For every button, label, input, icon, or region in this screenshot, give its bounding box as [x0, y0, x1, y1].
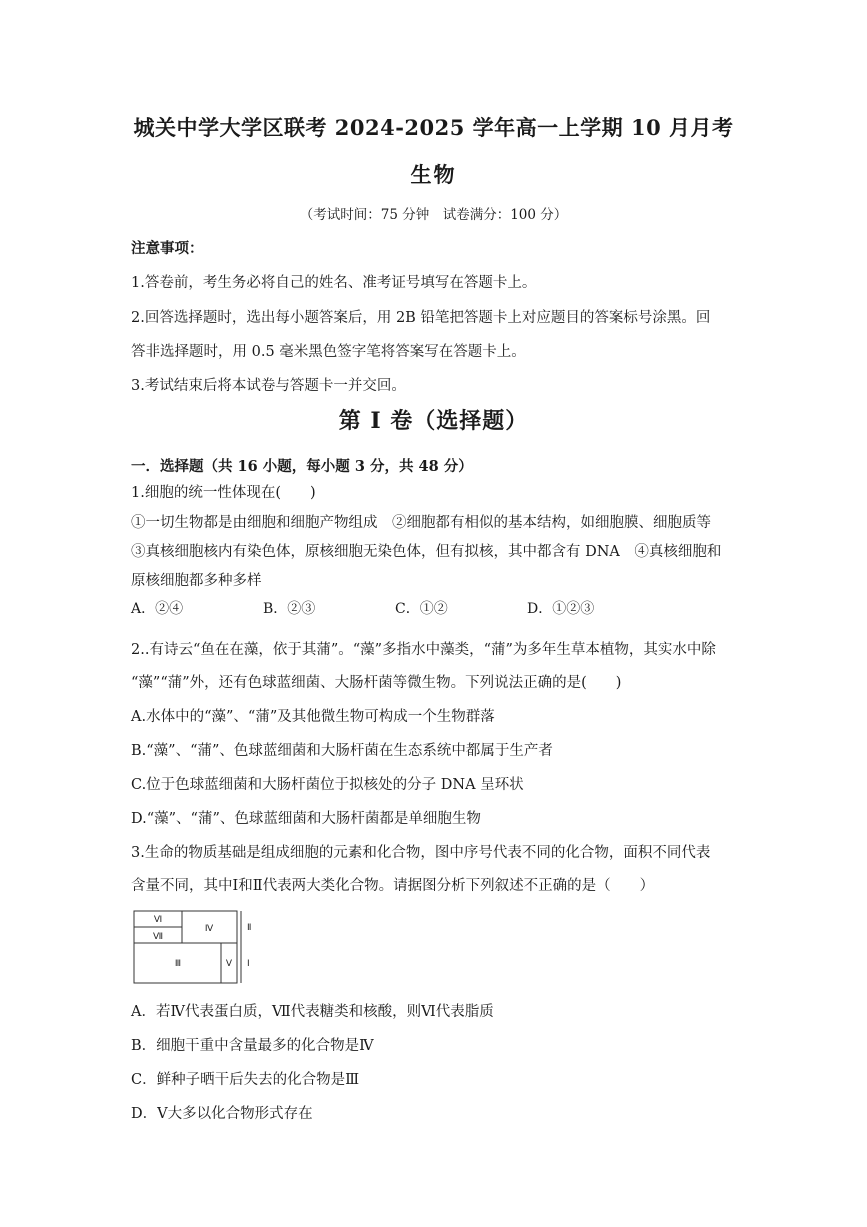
q3-option-a: A．若Ⅳ代表蛋白质，Ⅶ代表糖类和核酸，则Ⅵ代表脂质	[131, 1004, 494, 1020]
exam-title: 城关中学大学区联考 2024-2025 学年高一上学期 10 月月考	[133, 115, 734, 140]
exam-subject: 生物	[410, 162, 457, 187]
diagram-label-ii: Ⅱ	[247, 922, 252, 932]
q1-option-c: C．①②	[395, 601, 448, 617]
q2-stem-1: 2..有诗云“鱼在在藻，依于其蒲”。“藻”多指水中藻类，“蒲”为多年生草本植物，其实水中除	[131, 642, 716, 658]
notice-heading: 注意事项：	[131, 240, 204, 257]
diagram-label-v: Ⅴ	[225, 958, 233, 968]
diagram-label-i: Ⅰ	[247, 958, 250, 968]
q1-option-a: A．②④	[131, 601, 184, 617]
diagram-label-vii: Ⅶ	[152, 931, 164, 941]
q3-option-d: D．Ⅴ大多以化合物形式存在	[131, 1106, 313, 1122]
notice-item-1: 1.答卷前，考生务必将自己的姓名、准考证号填写在答题卡上。	[131, 275, 537, 291]
diagram-label-iv: Ⅳ	[204, 923, 214, 933]
q1-option-b: B．②③	[263, 601, 316, 617]
notice-item-2-line-2: 答非选择题时，用 0.5 毫米黑色签字笔将答案写在答题卡上。	[131, 344, 526, 360]
q1-line-3: 原核细胞都多种多样	[131, 573, 262, 589]
notice-item-2-line-1: 2.回答选择题时，选出每小题答案后，用 2B 铅笔把答题卡上对应题目的答案标号涂黑。回	[131, 310, 711, 326]
compound-area-diagram	[131, 908, 271, 986]
diagram-outer-box	[134, 911, 237, 983]
exam-info: （考试时间：75 分钟 试卷满分：100 分）	[299, 207, 568, 223]
diagram-label-iii: Ⅲ	[174, 958, 182, 968]
q3-stem-2: 含量不同，其中Ⅰ和Ⅱ代表两大类化合物。请据图分析下列叙述不正确的是（ ）	[131, 878, 655, 894]
diagram-label-vi: Ⅵ	[153, 914, 163, 924]
q2-option-b: B.“藻”、“蒲”、色球蓝细菌和大肠杆菌在生态系统中都属于生产者	[131, 743, 553, 759]
q1-line-2: ③真核细胞核内有染色体，原核细胞无染色体，但有拟核，其中都含有 DNA ④真核细胞和	[131, 544, 722, 560]
q2-stem-2: “藻”“蒲”外，还有色球蓝细菌、大肠杆菌等微生物。下列说法正确的是( )	[131, 675, 622, 691]
part-heading: 一．选择题（共 16 小题，每小题 3 分，共 48 分）	[131, 458, 473, 475]
q2-option-c: C.位于色球蓝细菌和大肠杆菌位于拟核处的分子 DNA 呈环状	[131, 777, 524, 793]
notice-item-3: 3.考试结束后将本试卷与答题卡一并交回。	[131, 378, 406, 394]
section-title: 第 I 卷（选择题）	[338, 408, 529, 434]
q3-option-b: B．细胞干重中含量最多的化合物是Ⅳ	[131, 1038, 374, 1054]
q1-options	[131, 598, 659, 618]
q3-option-c: C．鲜种子晒干后失去的化合物是Ⅲ	[131, 1072, 360, 1088]
q1-line-1: ①一切生物都是由细胞和细胞产物组成 ②细胞都有相似的基本结构，如细胞膜、细胞质等	[131, 515, 711, 531]
q3-stem-1: 3.生命的物质基础是组成细胞的元素和化合物，图中序号代表不同的化合物，面积不同代表	[131, 845, 711, 861]
q1-stem: 1.细胞的统一性体现在( )	[131, 485, 316, 501]
q1-option-d: D．①②③	[527, 601, 595, 617]
q2-option-a: A.水体中的“藻”、“蒲”及其他微生物可构成一个生物群落	[131, 709, 495, 725]
q2-option-d: D.“藻”、“蒲”、色球蓝细菌和大肠杆菌都是单细胞生物	[131, 811, 481, 827]
